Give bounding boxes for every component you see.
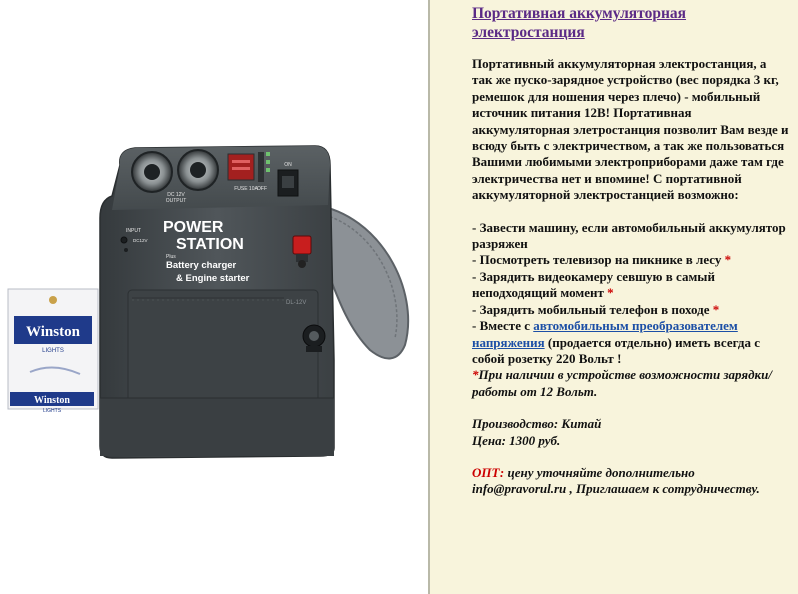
footnote xyxy=(472,367,790,400)
input-sub-label: DC12V xyxy=(133,238,148,243)
feature-item xyxy=(472,252,790,268)
feature-text: - Завести машину, если автомобильный аккумулятор разряжен xyxy=(472,219,786,252)
pack-sub-2: LIGHTS xyxy=(42,408,62,414)
feature-star: * xyxy=(607,285,614,301)
feature-text: - Зарядить видеокамеру севшую в самый неподходящий момент xyxy=(472,268,715,301)
inverter-link[interactable]: автомобильным преобразователем напряжения xyxy=(472,318,738,350)
panel-title-2: STATION xyxy=(176,236,244,253)
power-station-device xyxy=(100,146,334,458)
output-label-2: OUTPUT xyxy=(165,198,187,204)
input-label: INPUT xyxy=(126,228,141,234)
inverter-item xyxy=(472,318,790,367)
opt-text: цену уточняйте дополнительно info@pravorul.ru , Приглашаем к сотрудничеству. xyxy=(472,464,760,497)
inverter-after: (продается отдельно) иметь всегда с собой розетку 220 Вольт ! xyxy=(472,334,760,366)
opt-label: ОПТ: xyxy=(472,464,505,480)
pack-sub: LIGHTS xyxy=(42,348,64,354)
feature-item xyxy=(472,302,790,318)
feature-item xyxy=(472,269,790,302)
feature-item xyxy=(472,220,790,253)
price-text: Цена: 1300 руб. xyxy=(472,432,561,448)
start-button xyxy=(293,236,311,254)
spacer xyxy=(472,449,790,465)
panel-sub-3: & Engine starter xyxy=(176,273,250,284)
model-label: DL-12V xyxy=(286,300,307,306)
footnote-text: При наличии в устройстве возможности зарядки/работы от 12 Вольт. xyxy=(472,367,772,399)
spacer xyxy=(472,204,790,220)
feature-star: * xyxy=(724,252,732,268)
inverter-before: - Вместе с xyxy=(472,318,534,334)
origin-text: Производство: Китай xyxy=(472,416,602,432)
spacer xyxy=(472,400,790,416)
fuse-label: FUSE 10A xyxy=(234,186,258,192)
description-pane xyxy=(430,0,798,594)
output-label: DC 12V xyxy=(167,192,185,198)
spacer xyxy=(472,42,790,56)
intro-paragraph: Портативный аккумуляторная электростанция, а так же пуско-зарядное устройство (вес порядка 3 кг, ремешок для ношения через плечо) - мобильный источник питания 12В! Портативная аккумуляторная элетростанция позволит Вам везде и всюду быть с электричеством, а так же пользоваться Вашими любимыми электроприборами даже там где электричества нет и впомине! С портативной аккумуляторной электростанцией возможно: xyxy=(472,56,789,203)
pack-brand-2: Winston xyxy=(34,395,70,406)
switch-off-label: OFF xyxy=(257,186,267,192)
panel-title-1: POWER xyxy=(163,219,224,236)
product-title-link[interactable]: Портативная аккумуляторная электростанция xyxy=(472,5,687,41)
panel-sub-2: Battery charger xyxy=(166,260,237,271)
opt-paragraph xyxy=(472,465,790,498)
panel-sub-1: Plus xyxy=(166,254,176,260)
feature-text: - Зарядить мобильный телефон в походе xyxy=(472,301,710,317)
switch-on-label: ON xyxy=(284,162,292,168)
cigarette-pack xyxy=(8,289,98,414)
feature-star: * xyxy=(712,301,720,317)
feature-text: - Посмотреть телевизор на пикнике в лесу xyxy=(472,252,722,268)
description-content xyxy=(472,4,790,498)
pack-brand: Winston xyxy=(26,324,80,340)
footnote-star: * xyxy=(472,367,479,383)
